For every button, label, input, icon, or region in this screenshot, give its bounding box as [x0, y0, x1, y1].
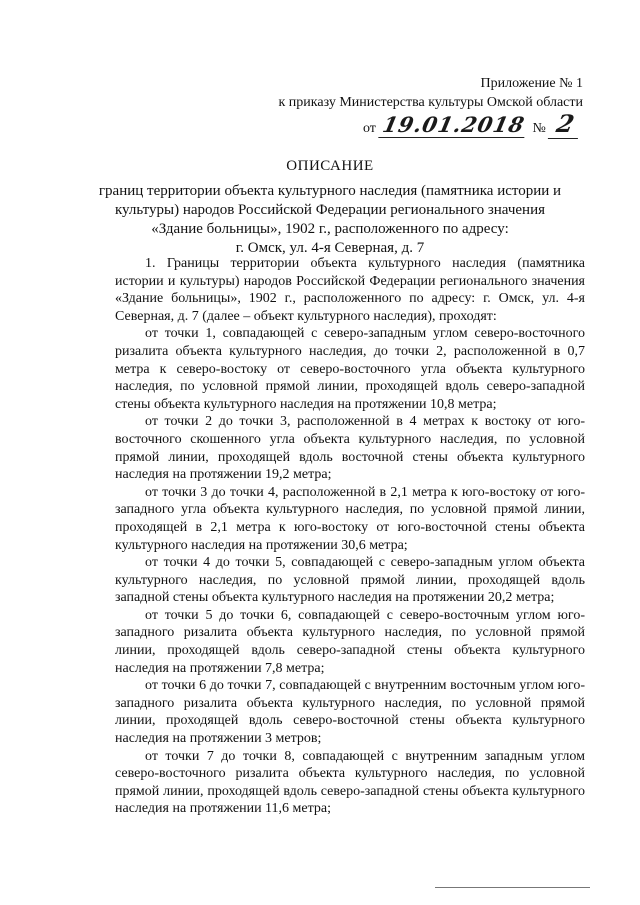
paragraph-5: от точки 4 до точки 5, совпадающей с северо-западным углом объекта культурного наследия, по условной прямой линии, проходящей вдоль западной стены объекта культурного наследия на протяжении 20,2 метра; [115, 555, 585, 606]
paragraph-8: от точки 7 до точки 8, совпадающей с внутренним западным углом северо-восточного ризалита объекта культурного наследия, по условной прямой линии, проходящей вдоль северо-западной стены объекта культурного наследия на протяжении 11,6 метра; [115, 748, 585, 817]
subtitle-line-3: «Здание больницы», 1902 г., расположенного по адресу: [151, 221, 509, 237]
subtitle-line-4: г. Омск, ул. 4-я Северная, д. 7 [235, 240, 425, 256]
document-heading [80, 157, 580, 258]
paragraph-7: от точки 6 до точки 7, совпадающей с внутренним восточным углом юго-западного ризалита объекта культурного наследия, по условной прямой линии, проходящей вдоль северо-восточной стены объекта культурного наследия на протяжении 3 метров; [115, 678, 585, 747]
order-date-handwritten: 19.01.2018 [379, 112, 530, 138]
document-title: ОПИСАНИЕ [286, 158, 374, 174]
paragraph-1: 1. Границы территории объекта культурного наследия (памятника истории и культуры) народов Российской Федерации регионального значения «Здание больницы», 1902 г., расположенного по адресу: г. Омск, ул. 4-я Северная, д. 7 (далее – объект культурного наследия), проходят: [115, 256, 585, 324]
appendix-block [279, 74, 584, 112]
paragraph-3: от точки 2 до точки 3, расположенной в 4 метрах к востоку от юго-восточного скошенного угла объекта культурного наследия, по условной прямой линии, проходящей вдоль восточной стены объекта культурного наследия на протяжении 19,2 метра; [115, 414, 585, 483]
subtitle-line-1: границ территории объекта культурного наследия (памятника истории и [98, 183, 562, 199]
appendix-order-ref: к приказу Министерства культуры Омской области [278, 95, 583, 110]
subtitle-line-2: культуры) народов Российской Федерации регионального значения [114, 202, 546, 218]
order-prefix: от [362, 121, 376, 136]
paragraph-4: от точки 3 до точки 4, расположенной в 2,1 метра к юго-востоку от юго-западного угла объекта культурного наследия, по условной прямой линии, проходящей в 2,1 метра к юго-востоку от юго-восточной стены объекта культурного наследия на протяжении 30,6 метра; [115, 484, 585, 553]
order-number-handwritten: 2 [548, 109, 584, 139]
footnote-divider [435, 887, 590, 888]
paragraph-2: от точки 1, совпадающей с северо-западным углом северо-восточного ризалита объекта культурного наследия, до точки 2, расположенной в 0,7 метра к северо-востоку от северо-восточного угла объекта культурного наследия, по условной прямой линии, проходящей вдоль северо-западной стены объекта культурного наследия на протяжении 10,8 метра; [115, 326, 585, 412]
order-number-label: № [532, 121, 546, 136]
paragraph-6: от точки 5 до точки 6, совпадающей с северо-восточным углом юго-западного ризалита объекта культурного наследия, по условной прямой линии, проходящей вдоль северо-западной стены объекта культурного наследия на протяжении 7,8 метра; [115, 607, 585, 676]
document-body [115, 255, 585, 818]
order-line [363, 109, 583, 139]
appendix-label: Приложение № 1 [480, 76, 583, 91]
